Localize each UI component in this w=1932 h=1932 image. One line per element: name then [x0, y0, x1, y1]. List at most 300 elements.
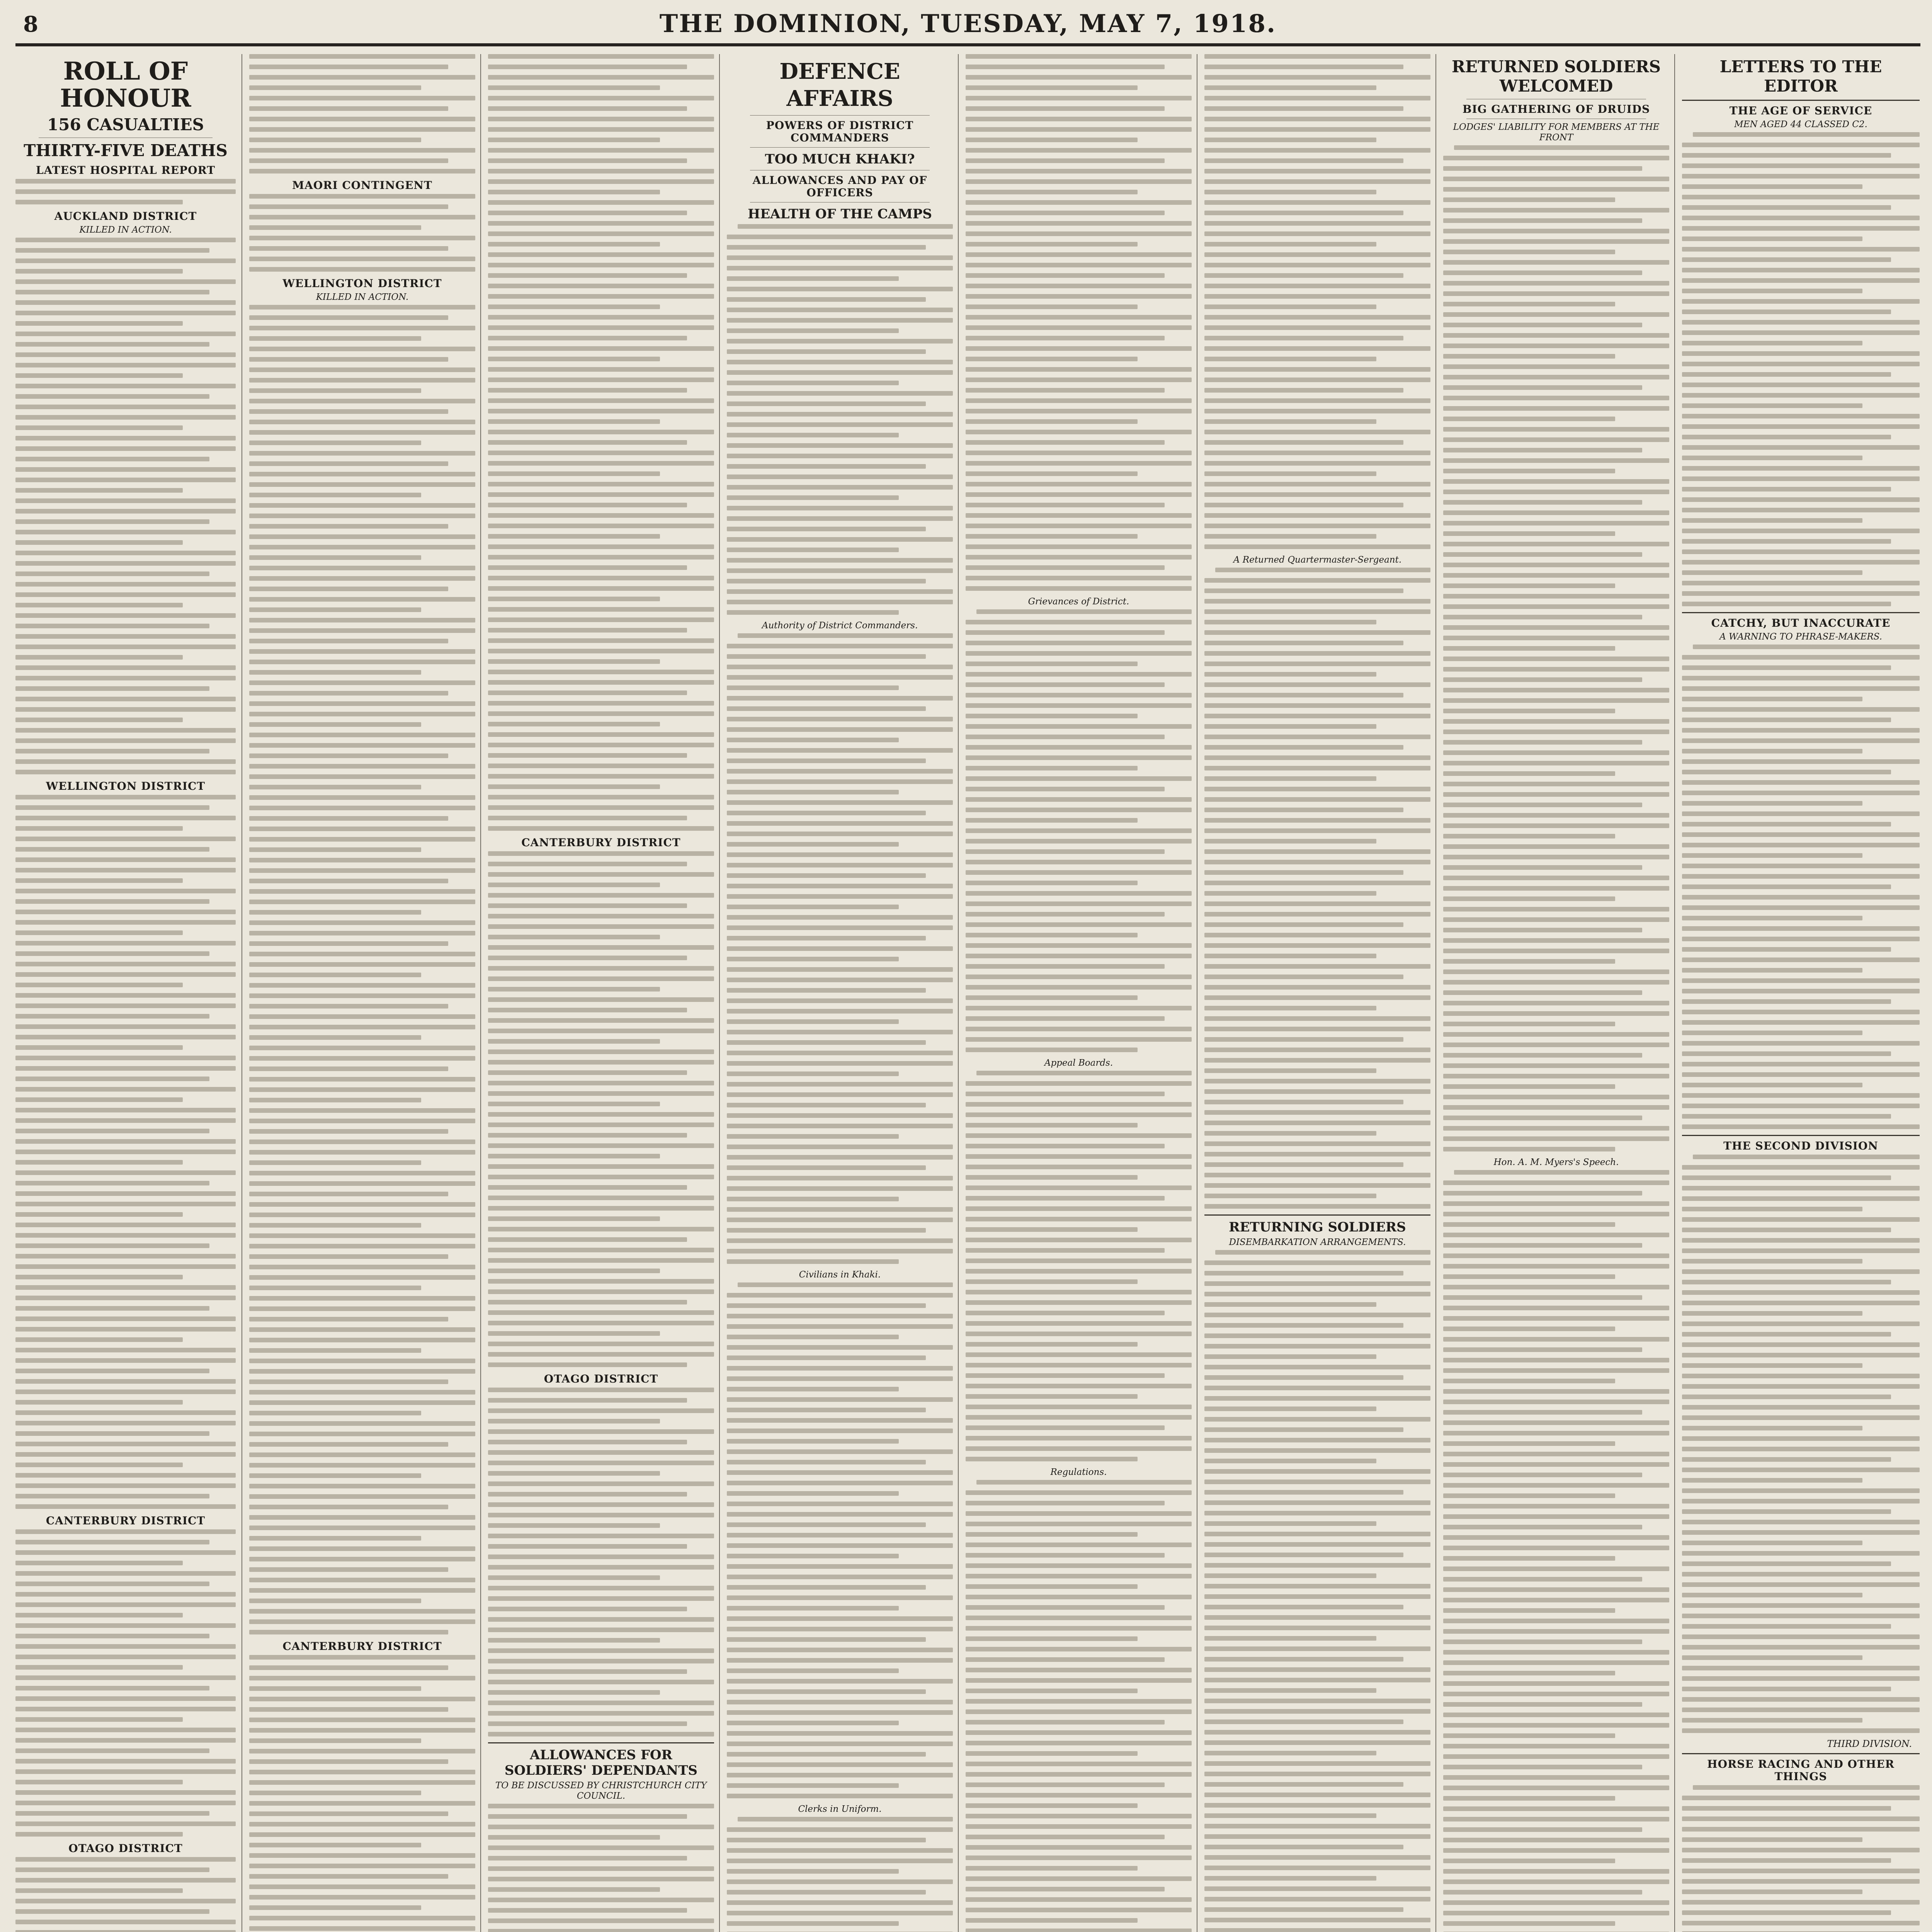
text-line: [727, 1658, 953, 1663]
text-line: [488, 65, 687, 69]
text-line: [727, 1595, 953, 1600]
text-line: [1682, 216, 1920, 220]
text-line: [1204, 378, 1430, 382]
text-line: [727, 727, 953, 732]
text-line: [1443, 1754, 1669, 1759]
text-line: [727, 1165, 926, 1170]
text-line: [1443, 1859, 1615, 1863]
text-line: [966, 1876, 1192, 1881]
text-line: [488, 670, 714, 674]
text-line: [1682, 560, 1920, 565]
text-line: [1204, 1855, 1430, 1860]
text-line: [727, 589, 953, 594]
text-line: [1682, 153, 1891, 158]
letter-heading: CATCHY, BUT INACCURATE: [1711, 617, 1891, 629]
text-line: [966, 766, 1138, 770]
text-line: [966, 1373, 1165, 1378]
text-line: [1682, 1468, 1920, 1472]
text-line: [249, 305, 475, 310]
text-line: [1204, 1131, 1376, 1136]
text-line: [249, 555, 421, 560]
text-line: [1204, 797, 1430, 802]
text-line: [966, 1165, 1192, 1169]
text-line: [488, 1450, 714, 1455]
text-line: [727, 276, 899, 281]
text-line: [488, 1070, 687, 1075]
text-line: [1204, 169, 1430, 173]
text-line: [727, 1387, 899, 1391]
text-line: [966, 576, 1192, 580]
text-line: [1443, 1733, 1615, 1738]
text-line: [1204, 641, 1403, 645]
text-line: [1682, 1541, 1862, 1545]
text-line: [1204, 1678, 1430, 1682]
text-line: [727, 537, 953, 542]
text-line: [1204, 745, 1403, 750]
text-line: [1682, 905, 1920, 910]
text-line: [249, 1780, 475, 1785]
text-line: [966, 492, 1192, 497]
text-line: [15, 551, 236, 555]
text-line: [966, 641, 1192, 645]
text-line: [1443, 969, 1669, 974]
text-line: [15, 592, 236, 597]
text-line: [966, 1394, 1138, 1399]
text-line: [15, 488, 183, 493]
text-line: [249, 472, 475, 476]
text-line: [15, 1738, 236, 1743]
text-line: [15, 259, 236, 263]
text-line: [249, 1452, 475, 1457]
column-divider: [1674, 54, 1675, 1932]
text-line: [249, 1759, 448, 1764]
text-line: [1204, 1667, 1430, 1672]
text-line: [1682, 968, 1862, 973]
text-line: [1682, 1363, 1862, 1368]
text-line: [1682, 957, 1920, 962]
text-line: [1443, 1744, 1669, 1748]
text-line: [249, 1390, 475, 1395]
text-line: [1443, 344, 1669, 348]
returned-soldiers-heading: RETURNED SOLDIERS WELCOMED: [1452, 57, 1661, 95]
text-line: [249, 246, 448, 251]
text-line: [966, 1845, 1192, 1850]
text-line: [1204, 1563, 1430, 1568]
section-divider: [488, 1742, 714, 1743]
text-line: [1443, 928, 1642, 932]
text-line: [488, 935, 660, 939]
text-line: [15, 519, 209, 524]
text-line: [1682, 195, 1920, 199]
text-line: [1443, 1838, 1669, 1842]
column-divider: [958, 54, 959, 1932]
text-line: [966, 964, 1165, 969]
text-line: [1443, 1274, 1615, 1279]
text-line: [15, 540, 183, 545]
allowances-heading: ALLOWANCES FOR SOLDIERS' DEPENDANTS: [504, 1747, 698, 1778]
text-line: [15, 1348, 236, 1352]
text-line: [727, 391, 953, 396]
text-line: [15, 847, 209, 852]
text-line: [1682, 895, 1920, 900]
text-line: [1443, 1126, 1669, 1131]
text-line: [966, 1048, 1138, 1052]
district-heading: OTAGO DISTRICT: [68, 1842, 183, 1855]
text-line: [1443, 1921, 1615, 1926]
text-line: [249, 451, 475, 456]
text-line: [488, 1659, 714, 1663]
text-line: [727, 873, 926, 878]
text-line: [1682, 1031, 1862, 1035]
text-line: [966, 544, 1192, 549]
district-heading: MAORI CONTINGENT: [292, 179, 432, 192]
text-line: [249, 420, 475, 424]
text-line: [727, 1721, 899, 1725]
text-line: [1204, 1918, 1430, 1922]
text-line: [249, 1505, 448, 1509]
text-line: [1682, 770, 1891, 774]
text-line: [1443, 469, 1615, 473]
text-line: [249, 85, 421, 90]
text-line: [1204, 346, 1430, 351]
text-line: [1682, 1280, 1891, 1284]
text-line: [1204, 1152, 1430, 1156]
text-line: [727, 665, 953, 669]
text-line: [1443, 855, 1669, 859]
text-line: [1682, 351, 1920, 356]
text-line: [249, 461, 448, 466]
text-line: [966, 1605, 1165, 1610]
text-line: [727, 811, 926, 815]
text-line: [727, 852, 953, 857]
text-line: [1204, 724, 1376, 729]
text-line: [1682, 1921, 1920, 1925]
text-line: [966, 252, 1192, 257]
text-line: [1682, 853, 1862, 858]
text-line: [727, 905, 899, 909]
text-line: [1443, 1775, 1669, 1780]
text-line: [15, 1561, 183, 1565]
text-line: [488, 524, 714, 528]
text-line: [1682, 1796, 1920, 1800]
text-line: [1682, 1426, 1862, 1430]
text-line: [966, 912, 1165, 917]
text-line: [1682, 1687, 1891, 1691]
text-line: [1682, 811, 1920, 816]
text-line: [966, 294, 1192, 299]
district-heading: CANTERBURY DISTRICT: [46, 1514, 206, 1527]
text-line: [15, 1748, 209, 1753]
text-line: [488, 1502, 714, 1507]
text-line: [1204, 828, 1430, 833]
text-line: [966, 1522, 1192, 1526]
text-line: [1682, 1509, 1891, 1514]
text-line: [727, 1019, 899, 1024]
text-line: [966, 1006, 1192, 1010]
text-line: [249, 1473, 421, 1478]
text-line: [1443, 1431, 1669, 1435]
text-line: [15, 1728, 236, 1732]
text-line: [488, 1310, 714, 1315]
text-line: [1682, 1645, 1920, 1650]
text-line: [1443, 458, 1669, 463]
text-line: [488, 75, 714, 80]
text-line: [1443, 1660, 1669, 1665]
text-line: [15, 749, 209, 753]
text-line: [727, 738, 899, 742]
text-line: [15, 248, 209, 253]
text-line: [727, 800, 953, 805]
text-line: [1204, 776, 1376, 781]
text-line: [966, 1595, 1192, 1599]
column-defence-affairs: [727, 54, 953, 1932]
district-heading: WELLINGTON DISTRICT: [46, 780, 206, 793]
text-line: [727, 318, 953, 323]
text-line: [966, 1185, 1192, 1190]
text-line: [727, 1522, 926, 1527]
text-line: [15, 352, 236, 357]
text-line: [1443, 542, 1669, 546]
text-line: [1204, 1688, 1376, 1693]
text-line: [966, 284, 1192, 288]
text-line: [738, 633, 953, 638]
text-line: [488, 211, 687, 215]
text-line: [15, 1358, 236, 1363]
text-line: [966, 755, 1192, 760]
text-line: [1204, 409, 1430, 413]
text-line: [1443, 583, 1615, 588]
text-line: [1443, 500, 1642, 505]
text-line: [488, 85, 660, 90]
text-line: [249, 1442, 448, 1447]
text-line: [249, 117, 475, 121]
text-line: [15, 1045, 183, 1050]
section-divider: [1682, 1753, 1920, 1754]
text-line: [1682, 1415, 1920, 1420]
text-line: [249, 1087, 475, 1092]
text-line: [488, 1060, 714, 1065]
text-line: [1682, 508, 1920, 512]
text-line: [488, 1648, 714, 1653]
text-line: [1204, 1100, 1403, 1104]
text-line: [249, 1843, 421, 1847]
text-line: [1443, 1001, 1669, 1005]
text-line: [1443, 834, 1615, 838]
text-line: [488, 1029, 714, 1033]
text-line: [15, 1634, 209, 1638]
text-line: [15, 1857, 236, 1862]
text-line: [488, 966, 714, 971]
text-line: [249, 1400, 475, 1405]
text-line: [15, 179, 236, 184]
text-line: [727, 339, 953, 344]
text-line: [249, 257, 475, 261]
text-line: [249, 1077, 475, 1082]
text-line: [966, 1584, 1138, 1589]
text-line: [15, 707, 236, 712]
text-line: [966, 943, 1192, 948]
defence-subheading: TOO MUCH KHAKI?: [765, 151, 915, 167]
text-line: [15, 983, 183, 987]
column-defence-continued: [966, 54, 1192, 1932]
text-line: [488, 649, 714, 653]
text-line: [966, 503, 1165, 507]
text-line: [1204, 1542, 1430, 1547]
text-line: [1443, 688, 1669, 692]
text-line: [249, 138, 421, 142]
druids-subheading-2: LODGES' LIABILITY FOR MEMBERS AT THE FRONT: [1453, 122, 1660, 143]
text-line: [1204, 1605, 1403, 1609]
text-line: [1443, 938, 1669, 943]
text-line: [1443, 730, 1669, 734]
text-line: [1443, 1095, 1669, 1099]
text-line: [488, 1164, 714, 1169]
text-line: [1443, 1514, 1669, 1519]
text-line: [966, 1102, 1192, 1107]
text-line: [249, 158, 448, 163]
text-line: [1443, 1420, 1669, 1425]
text-line: [15, 1821, 236, 1826]
text-line: [966, 75, 1192, 80]
text-line: [1204, 672, 1376, 677]
text-line: [966, 1647, 1192, 1651]
text-line: [1443, 1525, 1642, 1529]
text-line: [966, 1217, 1192, 1221]
text-line: [15, 1212, 183, 1217]
text-line: [1682, 456, 1862, 460]
text-line: [1443, 406, 1669, 411]
text-line: [249, 148, 475, 153]
text-line: [1443, 1692, 1669, 1696]
text-line: [966, 1415, 1192, 1420]
text-line: [1204, 1594, 1430, 1599]
text-line: [249, 1536, 421, 1541]
text-line: [488, 1196, 714, 1200]
text-line: [966, 1626, 1192, 1631]
text-line: [966, 1855, 1192, 1860]
text-line: [488, 555, 714, 560]
text-line: [1204, 1344, 1430, 1349]
text-line: [488, 805, 714, 810]
text-line: [488, 378, 714, 382]
text-line: [1204, 651, 1430, 656]
text-line: [15, 816, 236, 820]
text-line: [15, 1696, 236, 1701]
text-line: [727, 1731, 953, 1736]
text-line: [249, 931, 475, 935]
text-line: [1204, 357, 1376, 361]
text-line: [966, 54, 1192, 59]
letter-signature: THIRD DIVISION.: [1827, 1738, 1912, 1749]
column-casualty-lists-2: [488, 54, 714, 1932]
text-line: [488, 1586, 714, 1590]
text-line: [1204, 148, 1430, 153]
text-line: [1443, 980, 1669, 985]
text-line: [966, 1269, 1192, 1274]
text-line: [727, 1030, 953, 1034]
text-line: [1693, 1155, 1920, 1159]
text-line: [249, 764, 475, 769]
text-line: [727, 297, 926, 302]
text-line: [1443, 813, 1669, 818]
text-line: [1204, 1469, 1430, 1474]
text-line: [488, 774, 714, 779]
text-line: [727, 328, 899, 333]
text-line: [1204, 1772, 1430, 1776]
text-line: [488, 242, 660, 247]
text-line: [1443, 1452, 1669, 1456]
text-line: [727, 1585, 926, 1590]
text-line: [488, 565, 687, 570]
text-line: [15, 1550, 236, 1555]
text-line: [1443, 990, 1642, 995]
text-line: [966, 1824, 1192, 1829]
text-line: [1204, 1928, 1430, 1932]
text-line: [249, 1557, 475, 1561]
text-line: [1682, 1603, 1920, 1608]
text-line: [249, 1317, 448, 1321]
text-line: [1443, 1147, 1615, 1151]
text-line: [15, 1920, 236, 1924]
text-line: [1682, 1634, 1920, 1639]
text-line: [488, 617, 714, 622]
text-line: [249, 774, 475, 779]
text-line: [249, 1864, 475, 1868]
text-line: [15, 1899, 236, 1903]
text-line: [488, 1185, 687, 1190]
text-line: [249, 1046, 475, 1050]
text-line: [15, 1243, 209, 1248]
text-line: [727, 579, 926, 583]
text-line: [727, 360, 953, 364]
text-line: [1215, 1250, 1430, 1255]
text-line: [1443, 323, 1642, 327]
text-line: [249, 1192, 448, 1196]
text-line: [249, 1874, 448, 1879]
text-line: [1682, 728, 1920, 733]
text-line: [727, 1408, 926, 1412]
text-line: [966, 839, 1192, 844]
text-line: [1204, 766, 1430, 770]
text-line: [15, 561, 236, 566]
text-line: [1682, 591, 1920, 596]
text-line: [966, 409, 1192, 413]
text-line: [727, 832, 953, 836]
text-line: [1682, 549, 1920, 554]
text-line: [488, 1321, 714, 1325]
text-line: [1682, 1708, 1920, 1712]
text-line: [1682, 414, 1920, 418]
text-line: [1443, 1191, 1642, 1196]
text-line: [488, 1461, 714, 1465]
text-line: [727, 1051, 953, 1055]
text-line: [249, 1160, 421, 1165]
text-line: [249, 743, 475, 748]
text-line: [727, 1259, 899, 1264]
text-line: [249, 1588, 475, 1593]
text-line: [488, 534, 660, 539]
text-line: [1204, 714, 1430, 718]
text-line: [1204, 662, 1430, 666]
text-line: [488, 576, 714, 580]
text-line: [966, 1803, 1138, 1808]
section-label: KILLED IN ACTION.: [316, 292, 409, 302]
text-line: [15, 467, 236, 472]
returning-soldiers-heading: RETURNING SOLDIERS: [1229, 1219, 1406, 1235]
text-line: [488, 200, 714, 205]
defence-subheading: ALLOWANCES AND PAY OF OFFICERS: [752, 174, 927, 199]
text-line: [727, 412, 953, 417]
